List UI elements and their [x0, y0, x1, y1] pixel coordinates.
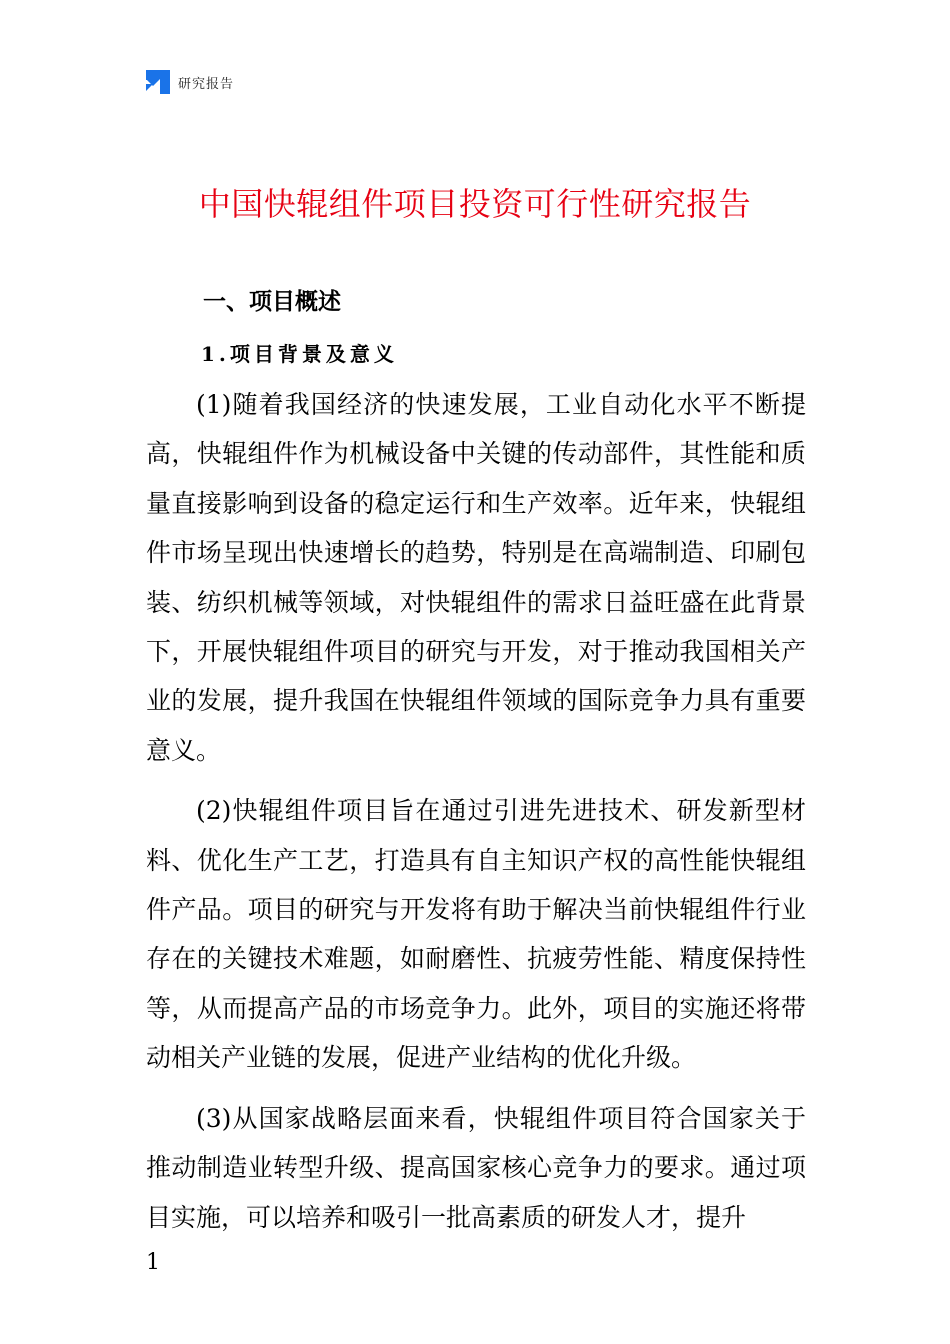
header-label: 研究报告	[178, 76, 235, 92]
body-text	[146, 380, 806, 1253]
subsection-heading: 1.项目背景及意义	[201, 342, 398, 366]
arrow-up-right-icon	[146, 70, 170, 94]
document-title: 中国快辊组件项目投资可行性研究报告	[198, 185, 752, 223]
paragraph-3: (3)从国家战略层面来看，快辊组件项目符合国家关于推动制造业转型升级、提高国家核心竞争力的要求。通过项目实施，可以培养和吸引一批高素质的研发人才，提升	[146, 1103, 806, 1232]
page-number: 1	[146, 1250, 160, 1275]
section-heading: 一、项目概述	[203, 289, 341, 315]
paragraph-2: (2)快辊组件项目旨在通过引进先进技术、研发新型材料、优化生产工艺，打造具有自主知识产权的高性能快辊组件产品。项目的研究与开发将有助于解决当前快辊组件行业存在的关键技术难题，如耐磨性、抗疲劳性能、精度保持性等，从而提高产品的市场竞争力。此外，项目的实施还将带动相关产业链的发展，促进产业结构的优化升级。	[146, 796, 806, 1073]
paragraph-1: (1)随着我国经济的快速发展，工业自动化水平不断提高，快辊组件作为机械设备中关键的传动部件，其性能和质量直接影响到设备的稳定运行和生产效率。近年来，快辊组件市场呈现出快速增长的趋势，特别是在高端制造、印刷包装、纺织机械等领域，对快辊组件的需求日益旺盛在此背景下，开展快辊组件项目的研究与开发，对于推动我国相关产业的发展，提升我国在快辊组件领域的国际竞争力具有重要意义。	[146, 390, 806, 765]
document-header	[146, 70, 234, 94]
